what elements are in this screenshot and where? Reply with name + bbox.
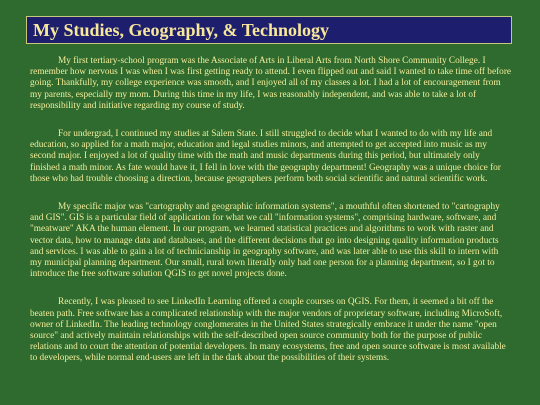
paragraph-cartography-gis: My specific major was "cartography and geographic information systems", a mouthful often shortened to "cartography and GIS". GIS is a particular field of application for what we call "information systems", comprising hardware, software, and "meatware" AKA the human element. In our program, we learned statistical practices and algorithms to work with raster and vector data, how to manage data and databases, and the different decisions that go into designing quality information products and services. I was able to gain a lot of technicianship in geography software, and was later able to use this skill to intern with my municipal planning department. Our small, rural town literally only had one person for a planning department, so I got to introduce the free software solution QGIS to get novel projects done. xyxy=(30,202,500,280)
paragraph-associate-degree: My first tertiary-school program was the Associate of Arts in Liberal Arts from North Shore Community College. I remember how nervous I was when I was first getting ready to attend. I even flipped out and said I wanted to take time off before going. Thankfully, my college experience was smooth, and I enjoyed all of my classes a lot. I had a lot of encouragement from my parents, especially my mom. During this time in my life, I was reasonably independent, and was able to take a lot of responsibility and initiative regarding my course of study. xyxy=(30,56,512,111)
paragraph-undergrad: For undergrad, I continued my studies at Salem State. I still struggled to decide what I wanted to do with my life and education, so applied for a math major, education and legal studies minors, and attempted to get accepted into music as my second major. I enjoyed a lot of quality time with the math and music departments during this period, but ultimately only finished a math minor. As fate would have it, I fell in love with the geography department! Geography was a unique choice for those who had trouble choosing a direction, because geographers perform both social scientific and natural scientific work. xyxy=(30,129,501,184)
page-title: My Studies, Geography, & Technology xyxy=(33,20,330,40)
page-header xyxy=(26,16,512,44)
paragraph-linkedin-qgis: Recently, I was pleased to see LinkedIn Learning offered a couple courses on QGIS. For them, it seemed a bit off the beaten path. Free software has a complicated relationship with the major vendors of proprietary software, including MicroSoft, owner of LinkedIn. The leading technology conglomerates in the United States strategically embrace it under the name "open source" and actively maintain relationships with the self-described open source community both for the purpose of public relations and to court the attention of potential developers. In many ecosystems, free and open source software is most available to developers, while normal end-users are left in the dark about the possibilities of their systems. xyxy=(30,297,506,364)
article-body xyxy=(30,56,512,382)
